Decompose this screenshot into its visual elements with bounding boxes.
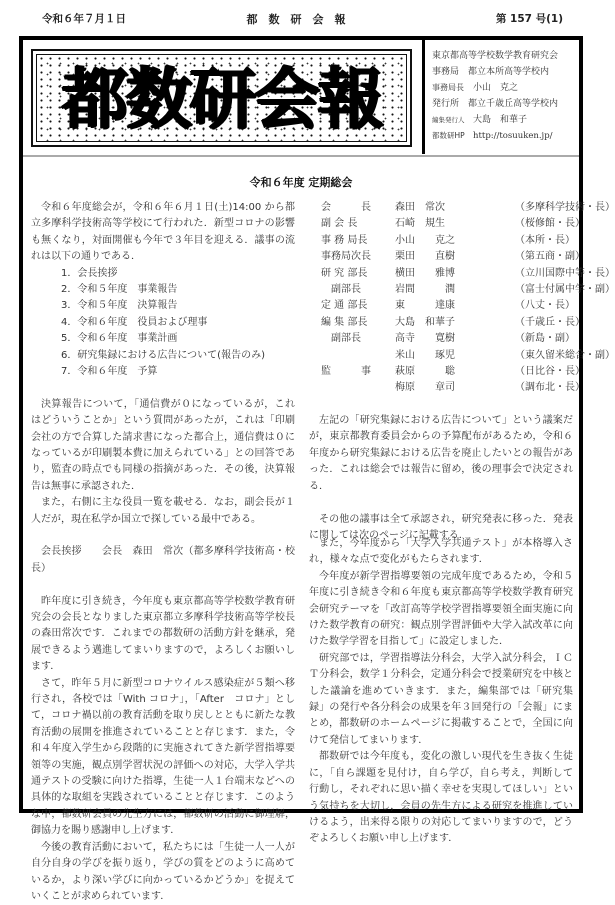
officer-name: 横田 雅博 <box>395 267 455 279</box>
info-org: 東京都高等学校数学教育研究会 <box>432 51 559 61</box>
logo-pattern <box>36 54 407 142</box>
agenda-item: 2．令和５年度 事業報告 <box>61 284 178 296</box>
info-label: 事務局 <box>432 67 460 77</box>
officer-affiliation: （調布北・長） <box>515 382 585 394</box>
officer-name: 東 達康 <box>395 300 455 312</box>
officer-title: 編 集 部長 <box>321 316 368 328</box>
officer-title: 副 会 長 <box>321 218 358 230</box>
other-agenda-paragraph: その他の議事は全て承認され，研究発表に移った．発表に関しては次のページに記載する． <box>309 513 573 541</box>
officer-row <box>321 266 615 282</box>
officer-affiliation: （新島・副） <box>515 333 575 345</box>
page-frame <box>19 36 615 902</box>
masthead-divider <box>422 40 425 154</box>
agenda-item: 3．令和５年度 決算報告 <box>61 300 178 312</box>
officer-affiliation: （第五商・副） <box>515 251 585 263</box>
right-column <box>309 200 615 544</box>
officer-title: 会 長 <box>321 202 371 213</box>
officers-note-paragraph: また，右側に主な役員一覧を載せる．なお，副会長が１人だが，現在私学か国立で探している最中である。 <box>31 497 295 525</box>
officer-name: 米山 琢児 <box>395 349 455 361</box>
info-label: 都数研HP <box>432 131 465 140</box>
greeting-paragraph-4: また，今年度から「大学入学共通テスト」が本格導入され，様々な点で変化がもたらされます． <box>309 538 573 566</box>
info-value: 小山 克之 <box>473 83 519 93</box>
officer-row <box>321 364 585 380</box>
officer-affiliation: （日比谷・長） <box>515 365 585 377</box>
section-title: 令和６年度 定期総会 <box>249 176 353 189</box>
info-row <box>432 96 577 112</box>
officer-title: 定 通 部長 <box>321 300 368 312</box>
officer-row <box>321 200 615 216</box>
officer-affiliation: （千歳丘・長） <box>515 316 585 328</box>
info-value: 都立千歳丘高等学校内 <box>468 99 559 109</box>
officer-row <box>321 315 585 331</box>
left-column <box>31 200 295 905</box>
greeting-paragraph-6: 研究部では，学習指導法分科会，大学入試分科会，ＩＣＴ分科会，数学１分科会，定通分科会で授業研究を中核とした議論を進めていきます．また，編集部では「研究集録」の発行や各分科会の成果を年３回発行の「会報」にまとめ，都数研のホームページに掲載することで，全国に向けて発信してまいります． <box>309 652 573 746</box>
greeting-paragraph-2: さて，昨年５月に新型コロナウイルス感染症が５類へ移行され，各校では「With コロナ」，「After コロナ」として，コロナ禍以前の教育活動を取り戻しとともに新たな教育活動の展開を推進されていることと存じます．また，令和４年度入学生から段階的に実施されてきた新学習指導要領等の実施，観点別学習状況の評価への対応，大学入学共通テストの受験に向けた指導，生徒一人１台端末などへの具体的な取組を実践されていることと存じます．このような中，都数研会員の先生方には，都数研の活動に御理解，御協力を賜り感謝申し上げます． <box>31 677 295 837</box>
officer-title: 事 務 局長 <box>321 234 368 246</box>
officer-row <box>321 282 615 298</box>
officer-row <box>321 233 573 249</box>
info-value: 都立本所高等学校内 <box>468 67 550 77</box>
info-row <box>432 64 577 80</box>
officer-row <box>321 249 585 265</box>
greeting-heading: 会長挨拶 会長 森田 常次（都多摩科学技術高・校長） <box>31 546 295 574</box>
info-row <box>432 128 577 144</box>
agenda-item: 4．令和６年度 役員および理事 <box>61 316 208 328</box>
officer-affiliation: （立川国際中等・長） <box>515 267 615 279</box>
officer-affiliation: （本所・長） <box>515 234 575 246</box>
agenda-item: 7．令和６年度 予算 <box>61 365 158 377</box>
masthead-logo <box>31 49 412 147</box>
info-label: 編集発行人 <box>432 116 465 124</box>
greeting-paragraph-7: 都数研では今年度も，変化の激しい現代を生き抜く生徒に，「自ら課題を見付け，自ら学び，自ら考え，判断して行動し，それぞれに思い描く幸せを実現してほしい」という気持ちを大切し，会員の先生方による研究を推進していけるよう，出来得る限りの対応してまいりますので，どうぞよろしくお願い申し上げます． <box>309 751 573 845</box>
officer-name: 栗田 直樹 <box>395 251 455 263</box>
agenda-list <box>31 266 295 381</box>
officer-title: 研 究 部長 <box>321 267 368 279</box>
officer-affiliation: （桜修館・長） <box>515 218 585 230</box>
officer-name: 小山 克之 <box>395 234 455 246</box>
officer-affiliation: （多摩科学技術・長） <box>515 202 615 213</box>
officer-name: 萩原 聡 <box>395 365 455 377</box>
info-row <box>432 112 577 128</box>
officer-row <box>321 348 615 364</box>
officer-affiliation: （富士付属中学・副） <box>515 283 615 295</box>
officer-title: 監 事 <box>321 365 371 377</box>
greeting-paragraph-3: 今後の教育活動において，私たちには「生徒一人一人が自分自身の学びを振り返り，学びの質をどのように高めているか，より深い学びに向かっているかどうか」を捉えていくことが求められています． <box>31 841 295 902</box>
agenda-item: 1．会長挨拶 <box>61 267 118 279</box>
officer-title: 副部長 <box>321 283 361 295</box>
officer-name: 高寺 寛樹 <box>395 333 455 345</box>
issue-date: 令和６年７月１日 <box>42 13 126 25</box>
greeting-paragraph-1: 昨年度に引き続き，今年度も東京都高等学校数学教育研究会の会長となりました東京都立多摩科学技術高等学校長の森田常次です．これまでの都数研の活動方針を継承，発展できるよう邁進してまいりますので，よろしくお願いします． <box>31 595 295 673</box>
budget-paragraph: 決算報告について，「通信費が０になっているが，これはどういうことか」という質問があったが，これは「印刷会社の方で合算した請求書になった都合上，通信費は０になっているが印刷製本費に加えられている」との回答であり，監査の時点でも同様の指摘があった．その後，決算報告は無事に承認された． <box>31 398 295 492</box>
officer-title: 事務局次長 <box>321 251 371 263</box>
officer-row <box>321 216 585 232</box>
info-label: 発行所 <box>432 99 460 109</box>
agenda-item: 6．研究集録における広告について(報告のみ) <box>61 349 265 361</box>
homepage-link[interactable]: http://tosuuken.jp/ <box>473 131 553 141</box>
logo-text: 都数研会報 <box>61 59 382 137</box>
masthead-rule <box>23 155 579 157</box>
info-row <box>432 80 577 96</box>
officer-row <box>321 298 573 314</box>
officer-affiliation: （八丈・長） <box>515 300 575 312</box>
officer-row <box>321 331 573 347</box>
info-label: 事務局長 <box>432 83 464 92</box>
right-column-lower <box>309 536 573 848</box>
advertisement-paragraph: 左記の「研究集録における広告について」という議案だが，東京都教育委員会からの予算配布があるため，令和６年度から研究集録における広告を廃止したいとの報告があった．これは総会では報告に留め，後の理事会で決定される． <box>309 415 573 492</box>
officer-name: 岩間 潤 <box>395 283 455 295</box>
officer-row <box>321 380 585 396</box>
greeting-paragraph-5: 今年度が新学習指導要領の完成年度であるため，令和５年度に引き続き令和６年度も東京都高等学校数学教育研究会研究テーマを「改訂高等学校学習指導要領全面実施に向けた数学教育の研究：観点別学習評価や大学入試改革に向けた数学学習を目指して」に設定しました． <box>309 570 573 648</box>
info-value: 大島 和華子 <box>473 115 528 125</box>
publisher-info <box>432 48 577 144</box>
officers-list <box>321 200 615 397</box>
officer-affiliation: （東久留米総合・副） <box>515 349 615 361</box>
newsletter-title: 都数研会報 <box>246 13 357 26</box>
agenda-item: 5．令和６年度 事業計画 <box>61 333 178 345</box>
officer-title: 副部長 <box>321 333 361 345</box>
issue-number: 第 157 号(1) <box>495 13 563 25</box>
officer-name: 大島 和華子 <box>395 316 455 328</box>
officer-name: 梅原 章司 <box>395 382 455 394</box>
intro-paragraph: 令和６年度総会が，令和６年６月１日(土)14:00 から都立多摩科学技術高等学校にて行われた．新型コロナの影響も無くなり，対面開催も今年で３年目を迎える．議事の流れは以下の通りである． <box>31 202 295 263</box>
officer-name: 森田 常次 <box>395 202 445 213</box>
officer-name: 石崎 規生 <box>395 218 445 230</box>
